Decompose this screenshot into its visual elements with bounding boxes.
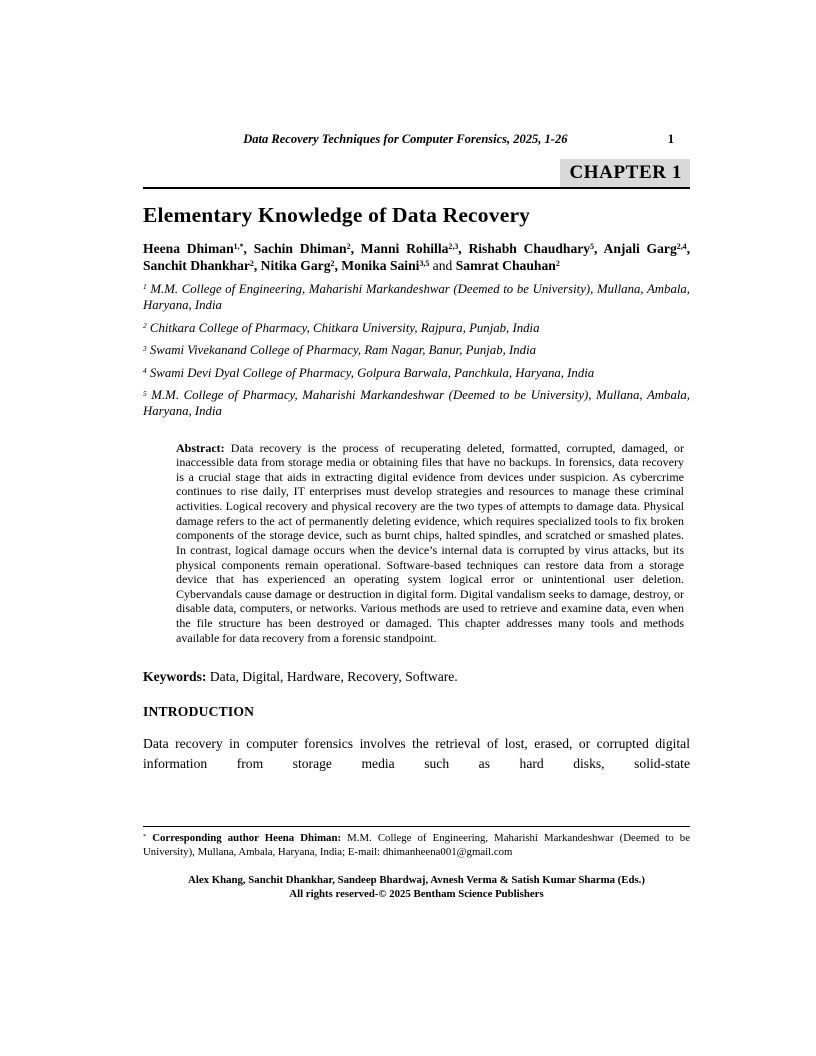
affiliation-item: $^3$ Swami Vivekanand College of Pharmacy, Ram Nagar, Banur, Punjab, India <box>143 343 537 358</box>
editors-line: Alex Khang, Sanchit Dhankhar, Sandeep Bhardwaj, Avnesh Verma & Satish Kumar Sharma (Eds.) <box>188 874 645 887</box>
author-name: Manni Rohilla <box>360 240 449 256</box>
affiliation-list <box>143 281 690 420</box>
footnote-divider <box>143 826 690 827</box>
affiliation-item: $^1$ M.M. College of Engineering, Maharishi Markandeshwar (Deemed to be University), Mullana, Ambala, Haryana, India <box>143 281 690 312</box>
chapter-banner <box>143 159 690 189</box>
abstract-label: Abstract: <box>176 440 225 455</box>
footnote-marker: * <box>143 833 147 841</box>
author-affiliation-marker: 2,4 <box>676 241 687 251</box>
affiliation-item: $^4$ Swami Devi Dyal College of Pharmacy, Golpura Barwala, Panchkula, Haryana, India <box>143 365 595 380</box>
footnote-label: Corresponding author Heena Dhiman: <box>152 832 342 844</box>
author-affiliation-marker: 5 <box>590 241 595 251</box>
affiliation-marker: 4 <box>143 366 147 376</box>
corresponding-author-note <box>143 832 690 859</box>
author-affiliation-marker: 2 <box>346 241 351 251</box>
author-name: Sachin Dhiman <box>253 240 347 256</box>
author-name: Sanchit Dhankhar <box>143 257 250 273</box>
author-line: Heena Dhiman$^{1,*}$, Sachin Dhiman$^2$, Manni Rohilla$^{2,3}$, Rishabh Chaudhary$^5$, Anjali Garg$^{2,4}$, Sanchit Dhankhar$^2$, Nitika Garg$^2$, Monika Saini$^{3,5}$ and Samrat Chauhan$^2$ <box>143 240 691 273</box>
author-affiliation-marker: 3,5 <box>419 259 430 269</box>
chapter-title: Elementary Knowledge of Data Recovery <box>143 202 531 227</box>
author-name: Heena Dhiman <box>143 240 234 256</box>
affiliation-item: $^5$ M.M. College of Pharmacy, Maharishi Markandeshwar (Deemed to be University), Mullana, Ambala, Haryana, India <box>143 388 690 419</box>
section-heading-introduction: INTRODUCTION <box>143 703 255 719</box>
keywords-line <box>143 668 690 686</box>
page-number: 1 <box>667 132 674 146</box>
rights-line: All rights reserved-© 2025 Bentham Science Publishers <box>289 888 544 901</box>
author-affiliation-marker: 2 <box>555 259 560 269</box>
author-name: Monika Saini <box>341 257 420 273</box>
author-name: Anjali Garg <box>603 240 677 256</box>
running-head <box>143 132 690 147</box>
author-connector: and <box>429 257 456 273</box>
author-affiliation-marker: 2 <box>330 259 335 269</box>
abstract-text: Data recovery is the process of recuperating deleted, formatted, corrupted, damaged, or inaccessible data from storage media or obtaining files that have no backups. In forensics, data recovery is a crucial stage that aids in extracting digital evidence from devices under suspicion. As cybercrime continues to rise daily, IT enterprises must develop strategies and resources to manage these criminal activities. Logical recovery and physical recovery are the two types of attempts to damage data. Physical damage refers to the act of permanently deleting evidence, which requires specialized tools to fix broken components of the storage device, such as burnt chips, halted spindles, and scratched or smashed plates. In contrast, logical damage occurs when the device’s internal data is corrupted by virus attacks, but its physical components remain operational. Software-based techniques can restore data from a storage device that has experienced an operating system logical error or unintentional user deletion. Cybervandals cause damage or destruction in digital form. Digital vandalism seeks to damage, destroy, or disable data, computers, or networks. Various methods are used to retrieve and examine data, even when the file structure has been destroyed or damaged. This chapter addresses many tools and methods available for data recovery from a forensic standpoint. <box>176 440 685 645</box>
chapter-label: CHAPTER 1 <box>560 159 690 187</box>
intro-paragraph: Data recovery in computer forensics involves the retrieval of lost, erased, or corrupted digital information from storage media such as hard disks, solid-state <box>143 735 690 772</box>
footnote-text: M.M. College of Engineering, Maharishi Markandeshwar (Deemed to be University), Mullana, Ambala, Haryana, India; E-mail: dhimanheena001@gmail.com <box>143 832 690 858</box>
affiliation-marker: 5 <box>143 389 147 399</box>
author-name: Nitika Garg <box>260 257 331 273</box>
page-content <box>143 132 690 774</box>
keywords-text: Data, Digital, Hardware, Recovery, Software. <box>209 669 458 685</box>
affiliation-marker: 1 <box>143 282 147 292</box>
author-name: Samrat Chauhan <box>455 257 556 273</box>
affiliation-item: $^2$ Chitkara College of Pharmacy, Chitkara University, Rajpura, Punjab, India <box>143 320 540 335</box>
affiliation-marker: 2 <box>143 321 147 331</box>
abstract-paragraph <box>176 441 684 646</box>
affiliation-marker: 3 <box>143 343 147 353</box>
footnote-area <box>143 826 690 901</box>
author-name: Rishabh Chaudhary <box>468 240 591 256</box>
running-title: Data Recovery Techniques for Computer Forensics, 2025, 1-26 <box>243 132 568 146</box>
author-affiliation-marker: 1,* <box>233 241 244 251</box>
keywords-label: Keywords: <box>143 669 207 685</box>
author-affiliation-marker: 2,3 <box>448 241 459 251</box>
author-affiliation-marker: 2 <box>249 259 254 269</box>
